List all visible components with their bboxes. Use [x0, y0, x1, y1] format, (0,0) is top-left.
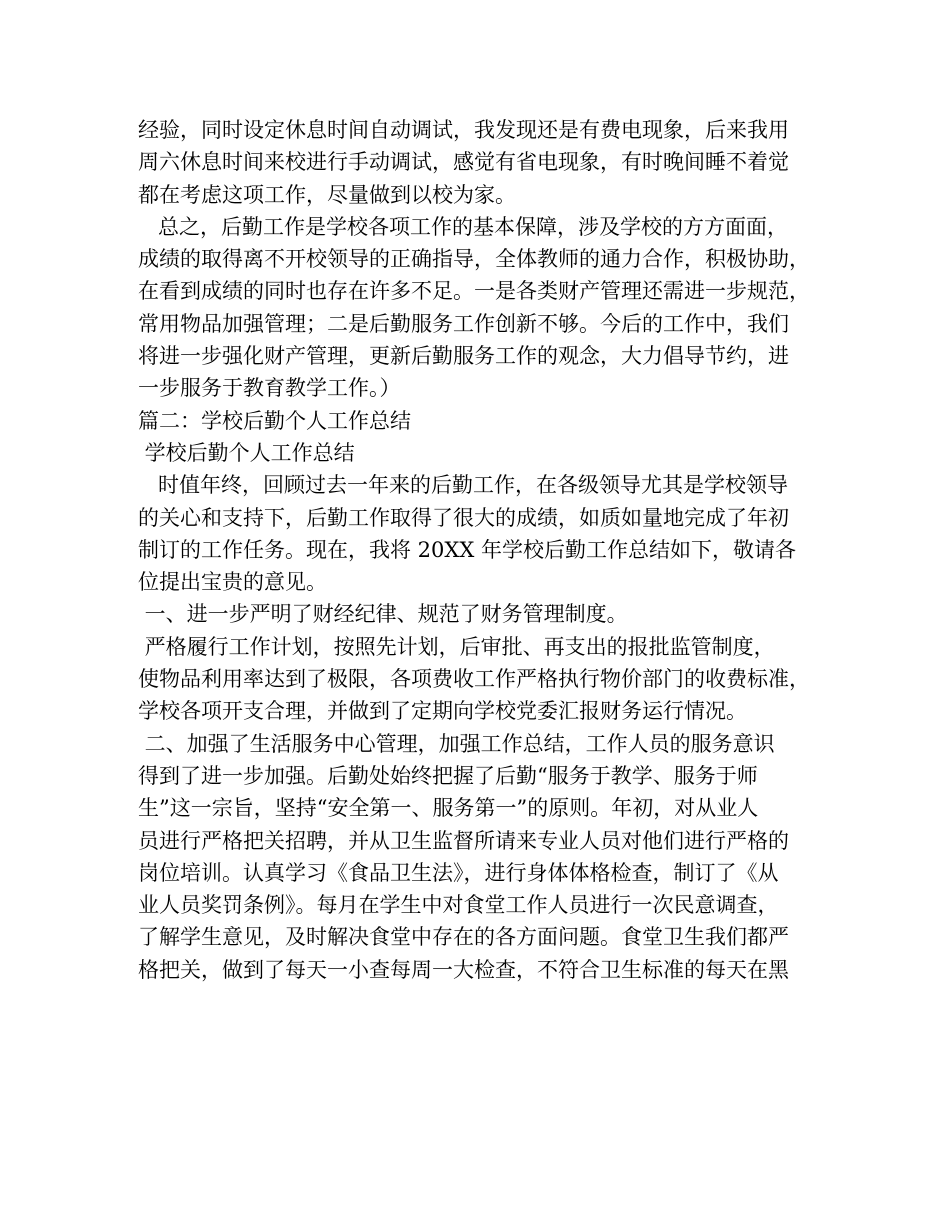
document-body — [138, 114, 838, 986]
text-line: 一步服务于教育教学工作。） — [138, 376, 401, 401]
text-line: 成绩的取得离不开校领导的正确指导，全体教师的通力合作，积极协助， — [138, 247, 810, 272]
text-line: 业人员奖罚条例》。每月在学生中对食堂工作人员进行一次民意调查， — [138, 893, 779, 918]
text-line: 经验，同时设定休息时间自动调试，我发现还是有费电现象，后来我用 — [138, 118, 789, 142]
text-line: 了解学生意见，及时解决食堂中存在的各方面问题。食堂卫生我们都严 — [138, 925, 789, 950]
text-line: 岗位培训。认真学习《食品卫生法》，进行身体体格检查，制订了《从 — [138, 860, 779, 885]
text-line: 常用物品加强管理；二是后勤服务工作创新不够。今后的工作中，我们 — [138, 311, 789, 336]
section-title: 学校后勤个人工作总结 — [138, 440, 355, 465]
text-line: 生”这一宗旨，坚持“安全第一、服务第一”的原则。年初，对从业人 — [138, 796, 759, 821]
text-line: 在看到成绩的同时也存在许多不足。一是各类财产管理还需进一步规范， — [138, 279, 810, 304]
text-line: 格把关，做到了每天一小查每周一大检查，不符合卫生标准的每天在黑 — [138, 957, 789, 982]
text-line: 位提出宝贵的意见。 — [138, 570, 327, 595]
text-line: 周六休息时间来校进行手动调试，感觉有省电现象，有时晚间睡不着觉 — [138, 150, 789, 175]
text-line: 总之，后勤工作是学校各项工作的基本保障，涉及学校的方方面面， — [138, 214, 789, 239]
text-line: 都在考虑这项工作，尽量做到以校为家。 — [138, 182, 516, 207]
subsection-heading: 一、进一步严明了财经纪律、规范了财务管理制度。 — [138, 602, 628, 627]
text-line: 将进一步强化财产管理，更新后勤服务工作的观念，大力倡导节约，进 — [138, 344, 789, 369]
text-line: 得到了进一步加强。后勤处始终把握了后勤“服务于教学、服务于师 — [138, 763, 758, 788]
text-line: 的关心和支持下，后勤工作取得了很大的成绩，如质如量地完成了年初 — [138, 505, 789, 530]
text-line: 员进行严格把关招聘，并从卫生监督所请来专业人员对他们进行严格的 — [138, 828, 789, 853]
subsection-heading: 二、加强了生活服务中心管理，加强工作总结，工作人员的服务意识 — [138, 731, 775, 756]
text-line: 制订的工作任务。现在，我将 20XX 年学校后勤工作总结如下，敬请各 — [138, 537, 796, 562]
text-line: 时值年终，回顾过去一年来的后勤工作，在各级领导尤其是学校领导 — [138, 473, 789, 498]
section-heading: 篇二：学校后勤个人工作总结 — [138, 408, 411, 433]
text-line: 学校各项开支合理，并做到了定期向学校党委汇报财务运行情况。 — [138, 699, 747, 724]
text-line: 严格履行工作计划，按照先计划，后审批、再支出的报批监管制度， — [138, 634, 775, 659]
text-line: 使物品利用率达到了极限，各项费收工作严格执行物价部门的收费标准， — [138, 667, 810, 692]
